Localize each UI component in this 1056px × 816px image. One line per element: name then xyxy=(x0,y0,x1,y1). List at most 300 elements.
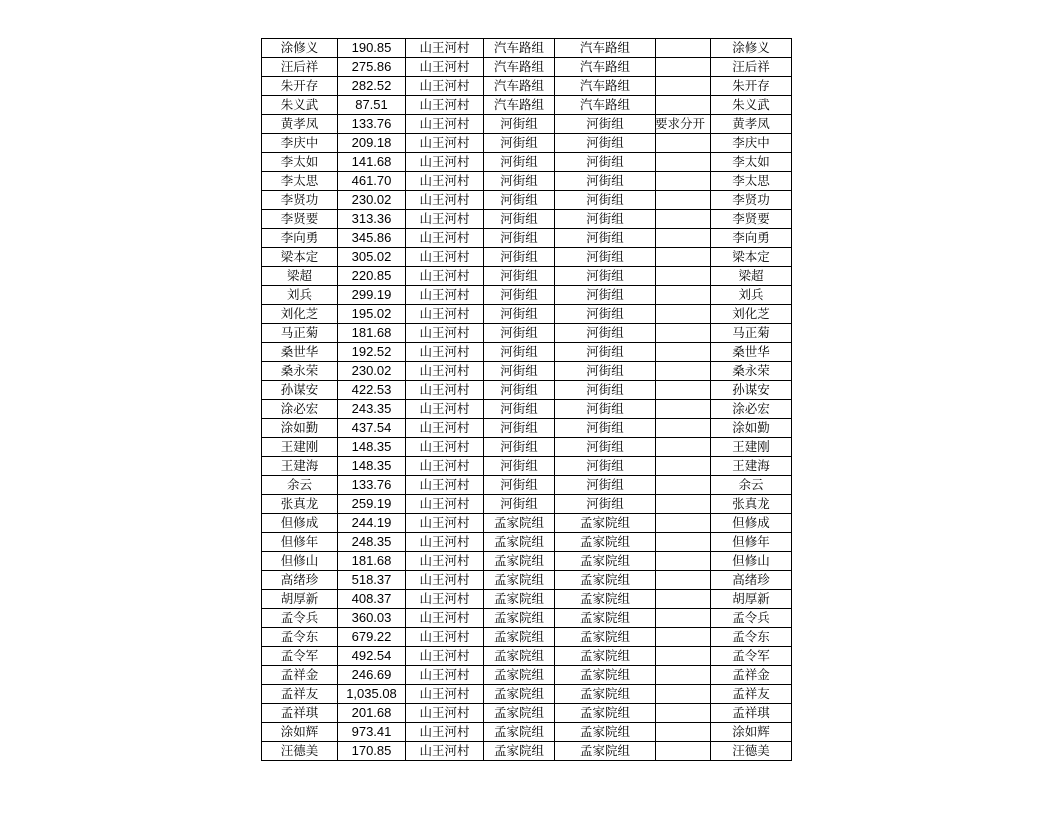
village-cell: 山王河村 xyxy=(406,58,484,77)
name-repeat-cell: 朱义武 xyxy=(711,96,792,115)
group-cell: 孟家院组 xyxy=(484,723,555,742)
group-cell: 孟家院组 xyxy=(484,590,555,609)
group-confirm-cell: 河街组 xyxy=(555,476,656,495)
name-cell: 刘化芝 xyxy=(262,305,338,324)
group-confirm-cell: 河街组 xyxy=(555,495,656,514)
table-row xyxy=(262,514,792,533)
amount-cell: 141.68 xyxy=(338,153,406,172)
group-cell: 孟家院组 xyxy=(484,742,555,761)
table-row xyxy=(262,305,792,324)
amount-cell: 461.70 xyxy=(338,172,406,191)
note-cell xyxy=(656,723,711,742)
name-cell: 孟令东 xyxy=(262,628,338,647)
amount-cell: 1,035.08 xyxy=(338,685,406,704)
name-cell: 孟祥友 xyxy=(262,685,338,704)
group-cell: 河街组 xyxy=(484,248,555,267)
amount-cell: 679.22 xyxy=(338,628,406,647)
table-row xyxy=(262,552,792,571)
group-cell: 孟家院组 xyxy=(484,571,555,590)
group-cell: 孟家院组 xyxy=(484,533,555,552)
group-confirm-cell: 河街组 xyxy=(555,419,656,438)
amount-cell: 437.54 xyxy=(338,419,406,438)
amount-cell: 313.36 xyxy=(338,210,406,229)
table-row xyxy=(262,210,792,229)
table-row xyxy=(262,438,792,457)
amount-cell: 973.41 xyxy=(338,723,406,742)
village-cell: 山王河村 xyxy=(406,704,484,723)
name-cell: 朱开存 xyxy=(262,77,338,96)
name-repeat-cell: 孟令东 xyxy=(711,628,792,647)
name-repeat-cell: 李庆中 xyxy=(711,134,792,153)
table-row xyxy=(262,343,792,362)
group-confirm-cell: 河街组 xyxy=(555,210,656,229)
amount-cell: 190.85 xyxy=(338,39,406,58)
name-repeat-cell: 王建海 xyxy=(711,457,792,476)
name-repeat-cell: 李向勇 xyxy=(711,229,792,248)
group-cell: 河街组 xyxy=(484,495,555,514)
group-confirm-cell: 孟家院组 xyxy=(555,609,656,628)
name-cell: 桑世华 xyxy=(262,343,338,362)
village-cell: 山王河村 xyxy=(406,39,484,58)
table-row xyxy=(262,666,792,685)
table-row xyxy=(262,248,792,267)
group-cell: 河街组 xyxy=(484,438,555,457)
amount-cell: 148.35 xyxy=(338,438,406,457)
name-repeat-cell: 孟祥金 xyxy=(711,666,792,685)
name-cell: 朱义武 xyxy=(262,96,338,115)
table-row xyxy=(262,267,792,286)
note-cell xyxy=(656,362,711,381)
village-cell: 山王河村 xyxy=(406,134,484,153)
group-cell: 汽车路组 xyxy=(484,96,555,115)
group-confirm-cell: 河街组 xyxy=(555,153,656,172)
note-cell xyxy=(656,58,711,77)
group-cell: 汽车路组 xyxy=(484,58,555,77)
group-cell: 河街组 xyxy=(484,381,555,400)
name-repeat-cell: 马正菊 xyxy=(711,324,792,343)
table-row xyxy=(262,590,792,609)
name-cell: 李贤要 xyxy=(262,210,338,229)
village-cell: 山王河村 xyxy=(406,286,484,305)
group-cell: 孟家院组 xyxy=(484,704,555,723)
amount-cell: 360.03 xyxy=(338,609,406,628)
table-row xyxy=(262,400,792,419)
village-cell: 山王河村 xyxy=(406,514,484,533)
name-repeat-cell: 孙谋安 xyxy=(711,381,792,400)
amount-cell: 408.37 xyxy=(338,590,406,609)
name-cell: 但修年 xyxy=(262,533,338,552)
note-cell xyxy=(656,172,711,191)
name-repeat-cell: 汪德美 xyxy=(711,742,792,761)
group-confirm-cell: 汽车路组 xyxy=(555,58,656,77)
name-repeat-cell: 孟祥友 xyxy=(711,685,792,704)
note-cell xyxy=(656,628,711,647)
note-cell xyxy=(656,704,711,723)
village-cell: 山王河村 xyxy=(406,438,484,457)
amount-cell: 201.68 xyxy=(338,704,406,723)
village-cell: 山王河村 xyxy=(406,628,484,647)
name-cell: 李太思 xyxy=(262,172,338,191)
table-row xyxy=(262,571,792,590)
name-repeat-cell: 李太如 xyxy=(711,153,792,172)
group-cell: 河街组 xyxy=(484,153,555,172)
name-cell: 孟令军 xyxy=(262,647,338,666)
group-confirm-cell: 汽车路组 xyxy=(555,39,656,58)
table-row xyxy=(262,704,792,723)
note-cell xyxy=(656,153,711,172)
village-cell: 山王河村 xyxy=(406,115,484,134)
amount-cell: 248.35 xyxy=(338,533,406,552)
village-cell: 山王河村 xyxy=(406,685,484,704)
table-row xyxy=(262,723,792,742)
village-cell: 山王河村 xyxy=(406,419,484,438)
note-cell xyxy=(656,115,711,134)
table-row xyxy=(262,495,792,514)
note-cell xyxy=(656,191,711,210)
group-confirm-cell: 河街组 xyxy=(555,362,656,381)
group-cell: 河街组 xyxy=(484,286,555,305)
village-cell: 山王河村 xyxy=(406,229,484,248)
group-confirm-cell: 河街组 xyxy=(555,115,656,134)
name-cell: 王建海 xyxy=(262,457,338,476)
village-cell: 山王河村 xyxy=(406,248,484,267)
group-confirm-cell: 河街组 xyxy=(555,172,656,191)
note-cell xyxy=(656,96,711,115)
village-cell: 山王河村 xyxy=(406,305,484,324)
amount-cell: 246.69 xyxy=(338,666,406,685)
name-cell: 但修山 xyxy=(262,552,338,571)
table-row xyxy=(262,381,792,400)
name-repeat-cell: 但修年 xyxy=(711,533,792,552)
group-confirm-cell: 河街组 xyxy=(555,457,656,476)
group-cell: 汽车路组 xyxy=(484,77,555,96)
note-cell xyxy=(656,666,711,685)
amount-cell: 148.35 xyxy=(338,457,406,476)
group-cell: 河街组 xyxy=(484,191,555,210)
note-cell xyxy=(656,400,711,419)
group-confirm-cell: 孟家院组 xyxy=(555,704,656,723)
group-confirm-cell: 汽车路组 xyxy=(555,77,656,96)
name-repeat-cell: 刘化芝 xyxy=(711,305,792,324)
amount-cell: 243.35 xyxy=(338,400,406,419)
village-cell: 山王河村 xyxy=(406,533,484,552)
group-cell: 河街组 xyxy=(484,115,555,134)
village-cell: 山王河村 xyxy=(406,153,484,172)
village-cell: 山王河村 xyxy=(406,552,484,571)
village-cell: 山王河村 xyxy=(406,571,484,590)
group-confirm-cell: 河街组 xyxy=(555,267,656,286)
group-confirm-cell: 孟家院组 xyxy=(555,685,656,704)
note-cell xyxy=(656,590,711,609)
village-cell: 山王河村 xyxy=(406,172,484,191)
village-cell: 山王河村 xyxy=(406,96,484,115)
group-cell: 河街组 xyxy=(484,362,555,381)
table-row xyxy=(262,115,792,134)
amount-cell: 345.86 xyxy=(338,229,406,248)
group-confirm-cell: 河街组 xyxy=(555,343,656,362)
note-text: 要求分开 xyxy=(655,116,706,131)
village-cell: 山王河村 xyxy=(406,324,484,343)
note-cell xyxy=(656,457,711,476)
name-repeat-cell: 孟令兵 xyxy=(711,609,792,628)
name-repeat-cell: 高绪珍 xyxy=(711,571,792,590)
note-cell xyxy=(656,533,711,552)
note-cell xyxy=(656,476,711,495)
name-repeat-cell: 涂必宏 xyxy=(711,400,792,419)
name-repeat-cell: 桑世华 xyxy=(711,343,792,362)
group-confirm-cell: 河街组 xyxy=(555,248,656,267)
group-confirm-cell: 河街组 xyxy=(555,381,656,400)
table-body xyxy=(262,39,792,761)
name-cell: 涂如辉 xyxy=(262,723,338,742)
name-repeat-cell: 但修成 xyxy=(711,514,792,533)
note-cell xyxy=(656,419,711,438)
village-cell: 山王河村 xyxy=(406,400,484,419)
name-cell: 李庆中 xyxy=(262,134,338,153)
note-cell xyxy=(656,647,711,666)
amount-cell: 181.68 xyxy=(338,552,406,571)
name-repeat-cell: 涂如辉 xyxy=(711,723,792,742)
note-cell xyxy=(656,305,711,324)
group-confirm-cell: 孟家院组 xyxy=(555,723,656,742)
note-cell xyxy=(656,286,711,305)
amount-cell: 244.19 xyxy=(338,514,406,533)
group-cell: 孟家院组 xyxy=(484,609,555,628)
group-cell: 汽车路组 xyxy=(484,39,555,58)
table-row xyxy=(262,229,792,248)
table-row xyxy=(262,96,792,115)
amount-cell: 209.18 xyxy=(338,134,406,153)
table-row xyxy=(262,39,792,58)
group-cell: 孟家院组 xyxy=(484,552,555,571)
amount-cell: 170.85 xyxy=(338,742,406,761)
village-cell: 山王河村 xyxy=(406,590,484,609)
note-cell xyxy=(656,609,711,628)
group-cell: 孟家院组 xyxy=(484,685,555,704)
table-row xyxy=(262,58,792,77)
note-cell xyxy=(656,438,711,457)
name-repeat-cell: 涂修义 xyxy=(711,39,792,58)
name-cell: 马正菊 xyxy=(262,324,338,343)
name-cell: 但修成 xyxy=(262,514,338,533)
name-repeat-cell: 涂如勤 xyxy=(711,419,792,438)
amount-cell: 133.76 xyxy=(338,476,406,495)
group-confirm-cell: 孟家院组 xyxy=(555,552,656,571)
table-row xyxy=(262,476,792,495)
name-cell: 孟祥琪 xyxy=(262,704,338,723)
name-cell: 张真龙 xyxy=(262,495,338,514)
table-row xyxy=(262,172,792,191)
group-cell: 河街组 xyxy=(484,172,555,191)
village-cell: 山王河村 xyxy=(406,381,484,400)
amount-cell: 195.02 xyxy=(338,305,406,324)
name-repeat-cell: 孟令军 xyxy=(711,647,792,666)
table-row xyxy=(262,77,792,96)
group-confirm-cell: 孟家院组 xyxy=(555,628,656,647)
table-row xyxy=(262,628,792,647)
village-cell: 山王河村 xyxy=(406,647,484,666)
group-cell: 河街组 xyxy=(484,134,555,153)
group-confirm-cell: 孟家院组 xyxy=(555,571,656,590)
amount-cell: 305.02 xyxy=(338,248,406,267)
amount-cell: 220.85 xyxy=(338,267,406,286)
village-cell: 山王河村 xyxy=(406,77,484,96)
village-cell: 山王河村 xyxy=(406,742,484,761)
village-cell: 山王河村 xyxy=(406,666,484,685)
village-cell: 山王河村 xyxy=(406,191,484,210)
village-cell: 山王河村 xyxy=(406,267,484,286)
table-row xyxy=(262,685,792,704)
name-repeat-cell: 李太思 xyxy=(711,172,792,191)
group-confirm-cell: 河街组 xyxy=(555,191,656,210)
group-cell: 孟家院组 xyxy=(484,666,555,685)
table-row xyxy=(262,533,792,552)
data-table xyxy=(261,38,792,761)
table-row xyxy=(262,191,792,210)
note-cell xyxy=(656,210,711,229)
group-cell: 孟家院组 xyxy=(484,628,555,647)
group-cell: 河街组 xyxy=(484,324,555,343)
name-cell: 涂修义 xyxy=(262,39,338,58)
name-cell: 李太如 xyxy=(262,153,338,172)
table-row xyxy=(262,609,792,628)
village-cell: 山王河村 xyxy=(406,362,484,381)
note-cell xyxy=(656,229,711,248)
table-row xyxy=(262,742,792,761)
name-cell: 孟祥金 xyxy=(262,666,338,685)
group-confirm-cell: 河街组 xyxy=(555,134,656,153)
village-cell: 山王河村 xyxy=(406,609,484,628)
table-row xyxy=(262,286,792,305)
note-cell xyxy=(656,248,711,267)
group-confirm-cell: 孟家院组 xyxy=(555,533,656,552)
name-repeat-cell: 李贤要 xyxy=(711,210,792,229)
table-row xyxy=(262,134,792,153)
group-confirm-cell: 汽车路组 xyxy=(555,96,656,115)
name-repeat-cell: 李贤功 xyxy=(711,191,792,210)
table-row xyxy=(262,362,792,381)
group-confirm-cell: 河街组 xyxy=(555,324,656,343)
name-repeat-cell: 王建刚 xyxy=(711,438,792,457)
name-repeat-cell: 孟祥琪 xyxy=(711,704,792,723)
amount-cell: 181.68 xyxy=(338,324,406,343)
group-cell: 河街组 xyxy=(484,400,555,419)
village-cell: 山王河村 xyxy=(406,723,484,742)
note-cell xyxy=(656,343,711,362)
group-cell: 河街组 xyxy=(484,229,555,248)
name-repeat-cell: 梁超 xyxy=(711,267,792,286)
group-confirm-cell: 河街组 xyxy=(555,305,656,324)
name-cell: 孟令兵 xyxy=(262,609,338,628)
name-cell: 李向勇 xyxy=(262,229,338,248)
group-confirm-cell: 孟家院组 xyxy=(555,742,656,761)
group-cell: 河街组 xyxy=(484,476,555,495)
name-cell: 桑永荣 xyxy=(262,362,338,381)
name-cell: 涂如勤 xyxy=(262,419,338,438)
note-cell xyxy=(656,685,711,704)
table-row xyxy=(262,324,792,343)
group-cell: 河街组 xyxy=(484,457,555,476)
note-cell xyxy=(656,39,711,58)
group-cell: 河街组 xyxy=(484,210,555,229)
note-cell xyxy=(656,571,711,590)
group-confirm-cell: 河街组 xyxy=(555,286,656,305)
table-row xyxy=(262,419,792,438)
group-confirm-cell: 河街组 xyxy=(555,438,656,457)
group-cell: 孟家院组 xyxy=(484,514,555,533)
village-cell: 山王河村 xyxy=(406,457,484,476)
amount-cell: 282.52 xyxy=(338,77,406,96)
amount-cell: 192.52 xyxy=(338,343,406,362)
name-repeat-cell: 胡厚新 xyxy=(711,590,792,609)
name-repeat-cell: 桑永荣 xyxy=(711,362,792,381)
note-cell xyxy=(656,267,711,286)
note-cell xyxy=(656,742,711,761)
village-cell: 山王河村 xyxy=(406,210,484,229)
group-confirm-cell: 河街组 xyxy=(555,400,656,419)
note-cell xyxy=(656,77,711,96)
name-repeat-cell: 朱开存 xyxy=(711,77,792,96)
amount-cell: 133.76 xyxy=(338,115,406,134)
group-confirm-cell: 孟家院组 xyxy=(555,666,656,685)
name-cell: 涂必宏 xyxy=(262,400,338,419)
table-row xyxy=(262,153,792,172)
group-cell: 河街组 xyxy=(484,343,555,362)
name-repeat-cell: 梁本定 xyxy=(711,248,792,267)
note-cell xyxy=(656,495,711,514)
name-repeat-cell: 刘兵 xyxy=(711,286,792,305)
note-cell xyxy=(656,381,711,400)
table-row xyxy=(262,647,792,666)
amount-cell: 518.37 xyxy=(338,571,406,590)
name-repeat-cell: 黄孝凤 xyxy=(711,115,792,134)
group-confirm-cell: 孟家院组 xyxy=(555,647,656,666)
name-cell: 黄孝凤 xyxy=(262,115,338,134)
amount-cell: 422.53 xyxy=(338,381,406,400)
group-confirm-cell: 孟家院组 xyxy=(555,590,656,609)
group-confirm-cell: 孟家院组 xyxy=(555,514,656,533)
village-cell: 山王河村 xyxy=(406,343,484,362)
note-cell xyxy=(656,552,711,571)
village-cell: 山王河村 xyxy=(406,495,484,514)
note-cell xyxy=(656,514,711,533)
amount-cell: 230.02 xyxy=(338,191,406,210)
name-cell: 孙谋安 xyxy=(262,381,338,400)
name-cell: 余云 xyxy=(262,476,338,495)
amount-cell: 87.51 xyxy=(338,96,406,115)
group-cell: 孟家院组 xyxy=(484,647,555,666)
note-cell xyxy=(656,134,711,153)
name-repeat-cell: 张真龙 xyxy=(711,495,792,514)
group-cell: 河街组 xyxy=(484,419,555,438)
note-cell xyxy=(656,324,711,343)
amount-cell: 230.02 xyxy=(338,362,406,381)
name-cell: 胡厚新 xyxy=(262,590,338,609)
amount-cell: 259.19 xyxy=(338,495,406,514)
amount-cell: 299.19 xyxy=(338,286,406,305)
name-cell: 汪德美 xyxy=(262,742,338,761)
village-cell: 山王河村 xyxy=(406,476,484,495)
group-cell: 河街组 xyxy=(484,267,555,286)
name-cell: 高绪珍 xyxy=(262,571,338,590)
name-cell: 王建刚 xyxy=(262,438,338,457)
name-repeat-cell: 汪后祥 xyxy=(711,58,792,77)
group-confirm-cell: 河街组 xyxy=(555,229,656,248)
name-cell: 梁超 xyxy=(262,267,338,286)
name-cell: 刘兵 xyxy=(262,286,338,305)
name-cell: 汪后祥 xyxy=(262,58,338,77)
name-repeat-cell: 但修山 xyxy=(711,552,792,571)
